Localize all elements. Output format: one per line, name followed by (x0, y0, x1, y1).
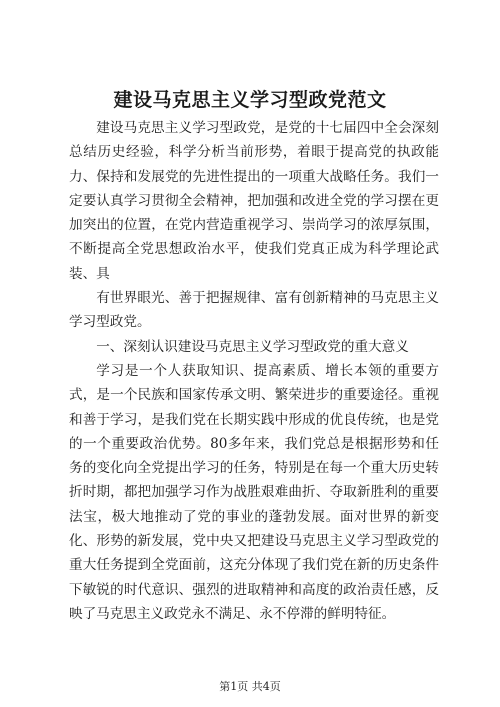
page-footer: 第1页 共4页 (219, 680, 281, 693)
paragraph: 建设马克思主义学习型政党，是党的十七届四中全会深刻总结历史经验，科学分析当前形势，着眼于提高党的执政能力、保持和发展党的先进性提出的一项重大战略任务。我们一定要认真学习贯彻全会精神，把加强和改进全党的学习摆在更加突出的位置，在党内营造重视学习、崇尚学习的浓厚氛围，不断提高全党思想政治水平，使我们党真正成为科学理论武装、具 (69, 120, 439, 282)
paragraph: 学习是一个人获取知识、提高素质、增长本领的重要方式，是一个民族和国家传承文明、繁荣进步的重要途径。重视和善于学习，是我们党在长期实践中形成的优良传统，也是党的一个重要政治优势。80多年来，我们党总是根据形势和任务的变化向全党提出学习的任务，特别是在每一个重大历史转折时期，都把加强学习作为战胜艰难曲折、夺取新胜利的重要法宝，极大地推动了党的事业的蓬勃发展。面对世界的新变化、形势的新发展，党中央又把建设马克思主义学习型政党的重大任务提到全党面前，这充分体现了我们党在新的历史条件下敏锐的时代意识、强烈的进取精神和高度的政治责任感，反映了马克思主义政党永不满足、永不停滞的鲜明特征。 (69, 362, 439, 622)
section-heading: 一、深刻认识建设马克思主义学习型政党的重大意义 (96, 338, 409, 355)
document-title: 建设马克思主义学习型政党范文 (113, 89, 387, 111)
paragraph: 有世界眼光、善于把握规律、富有创新精神的马克思主义学习型政党。 (69, 290, 439, 331)
document-body (69, 116, 439, 626)
